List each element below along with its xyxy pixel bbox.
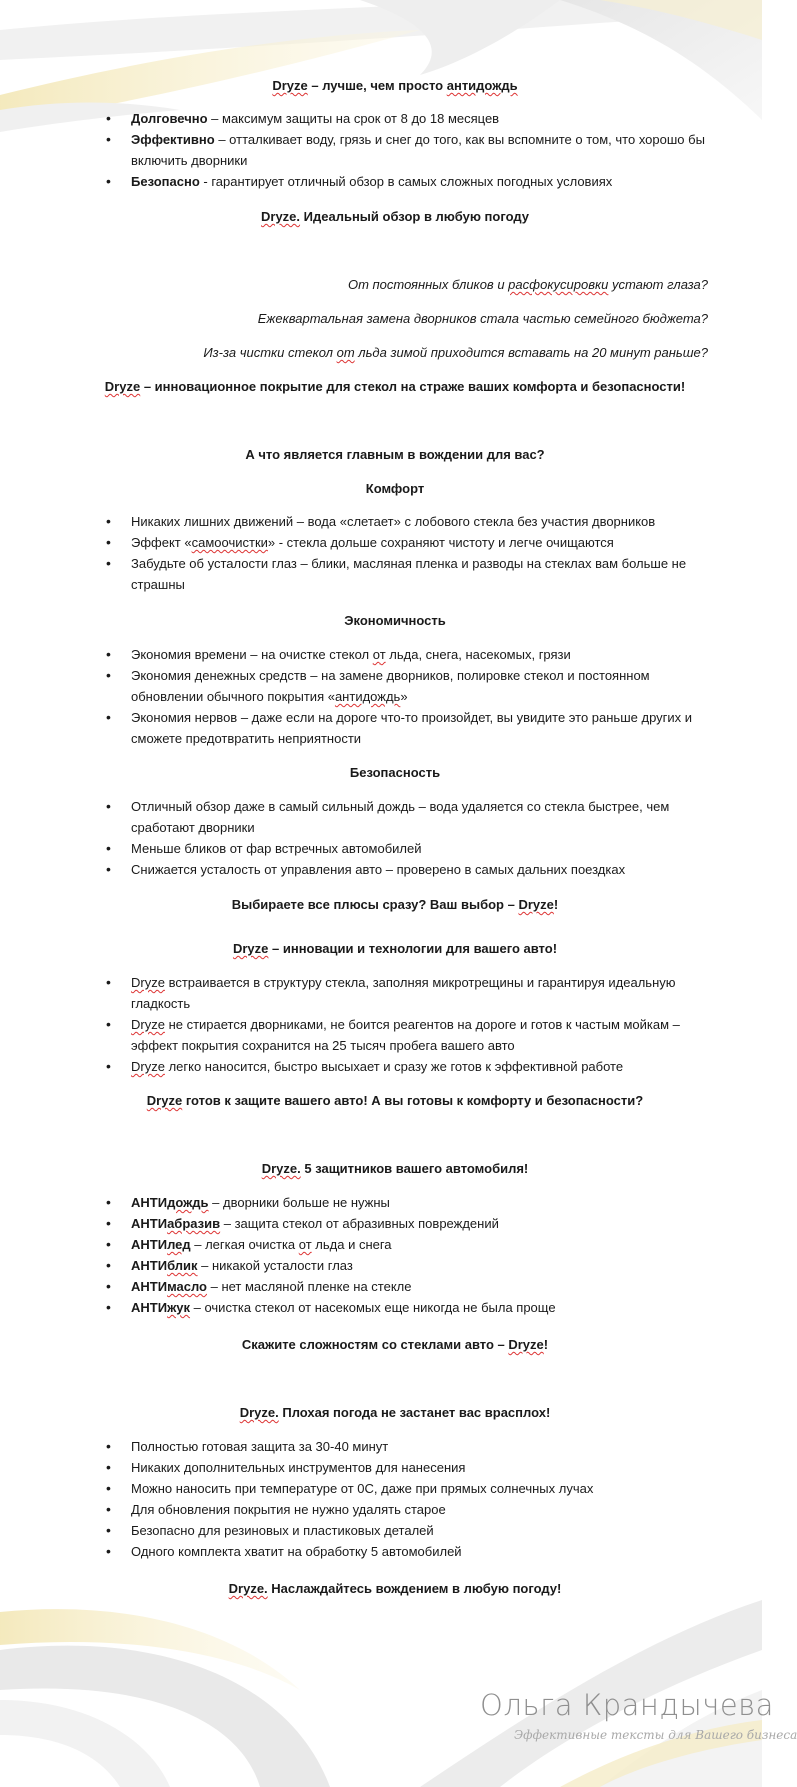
list-item: • Эффект «самоочистки» - стекла дольше сохраняют чистоту и легче очищаются: [88, 532, 708, 553]
heading-economy: Экономичность: [344, 613, 446, 628]
list-item: • Эффективно – отталкивает воду, грязь и снег до того, как вы вспомните о том, что хорошо бы включить дворники: [88, 129, 708, 171]
list-item: • Экономия времени – на очистке стекол от льда, снега, насекомых, грязи: [88, 644, 708, 665]
list-item: • Экономия нервов – даже если на дороге что-то произойдет, вы увидите это раньше других и сможете предотвратить неприятности: [88, 707, 708, 749]
list-item: • АНТИлед – легкая очистка от льда и снега: [88, 1234, 708, 1255]
heading-main-question: А что является главным в вождении для вас?: [245, 447, 545, 462]
defenders-list: [88, 1192, 708, 1318]
list-item: • Безопасно - гарантирует отличный обзор в самых сложных погодных условиях: [88, 171, 708, 192]
brand-word: Dryze: [272, 78, 308, 93]
cta-choose-all: Выбираете все плюсы сразу? Ваш выбор – Dryze!: [231, 897, 559, 912]
list-item: • Dryze не стирается дворниками, не боится реагентов на дороге и готов к частым мойкам – эффект покрытия сохранится на 25 тысяч пробега вашего авто: [88, 1014, 708, 1056]
question-ice: Из-за чистки стекол от льда зимой приходится вставать на 20 минут раньше?: [203, 345, 708, 360]
question-wipers: Ежеквартальная замена дворников стала частью семейного бюджета?: [257, 311, 708, 326]
cta-ready: Dryze готов к защите вашего авто! А вы готовы к комфорту и безопасности?: [146, 1093, 644, 1108]
heading-innovations: Dryze – инновации и технологии для вашего авто!: [232, 941, 558, 956]
list-item: • Можно наносить при температуре от 0С, даже при прямых солнечных лучах: [88, 1478, 708, 1499]
features-list: [88, 1436, 708, 1562]
heading-comfort: Комфорт: [365, 481, 425, 496]
list-item: • Меньше бликов от фар встречных автомобилей: [88, 838, 708, 859]
list-item: • Никаких лишних движений – вода «слетает» с лобового стекла без участия дворников: [88, 511, 708, 532]
list-item: • Снижается усталость от управления авто – проверено в самых дальних поездках: [88, 859, 708, 880]
list-item: • Безопасно для резиновых и пластиковых деталей: [88, 1520, 708, 1541]
list-item: • Dryze легко наносится, быстро высыхает и сразу же готов к эффективной работе: [88, 1056, 708, 1077]
author-signature: Ольга Крандычева: [480, 1688, 774, 1722]
innovation-list: [88, 972, 708, 1077]
list-item: • Долговечно – максимум защиты на срок от 8 до 18 месяцев: [88, 108, 708, 129]
cta-say-dryze: Скажите сложностям со стеклами авто – Dryze!: [241, 1337, 549, 1352]
heading-innovative-coating: Dryze – инновационное покрытие для стекол на страже ваших комфорта и безопасности!: [104, 379, 686, 394]
benefits-list: [88, 108, 708, 192]
heading-safety: Безопасность: [349, 765, 441, 780]
list-item: • АНТИжук – очистка стекол от насекомых еще никогда не была проще: [88, 1297, 708, 1318]
heading-five-defenders: Dryze. 5 защитников вашего автомобиля!: [261, 1161, 529, 1176]
list-item: • Отличный обзор даже в самый сильный дождь – вода удаляется со стекла быстрее, чем сработают дворники: [88, 796, 708, 838]
list-item: • АНТИдождь – дворники больше не нужны: [88, 1192, 708, 1213]
list-item: • Никаких дополнительных инструментов для нанесения: [88, 1457, 708, 1478]
final-tagline: Dryze. Наслаждайтесь вождением в любую погоду!: [228, 1581, 562, 1596]
heading-bad-weather: Dryze. Плохая погода не застанет вас врасплох!: [239, 1405, 551, 1420]
list-item: • АНТИмасло – нет масляной пленке на стекле: [88, 1276, 708, 1297]
question-glare: От постоянных бликов и расфокусировки устают глаза?: [347, 277, 708, 292]
list-item: • Экономия денежных средств – на замене дворников, полировке стекол и постоянном обновлении обычного покрытия «антидождь»: [88, 665, 708, 707]
list-item: • Полностью готовая защита за 30-40 минут: [88, 1436, 708, 1457]
list-item: • Для обновления покрытия не нужно удалять старое: [88, 1499, 708, 1520]
list-item: • Забудьте об усталости глаз – блики, масляная пленка и разводы на стеклах вам больше не страшны: [88, 553, 708, 595]
list-item: • АНТИабразив – защита стекол от абразивных повреждений: [88, 1213, 708, 1234]
heading-better-than-antirain: Dryze – лучше, чем просто антидождь: [272, 78, 518, 93]
list-item: • Dryze встраивается в структуру стекла, заполняя микротрещины и гарантируя идеальную гладкость: [88, 972, 708, 1014]
list-item: • АНТИблик – никакой усталости глаз: [88, 1255, 708, 1276]
list-item: • Одного комплекта хватит на обработку 5 автомобилей: [88, 1541, 708, 1562]
economy-list: [88, 644, 708, 749]
tagline-ideal-view: Dryze. Идеальный обзор в любую погоду: [261, 209, 529, 224]
author-tagline: Эффективные тексты для Вашего бизнеса: [514, 1728, 797, 1742]
safety-list: [88, 796, 708, 880]
comfort-list: [88, 511, 708, 595]
